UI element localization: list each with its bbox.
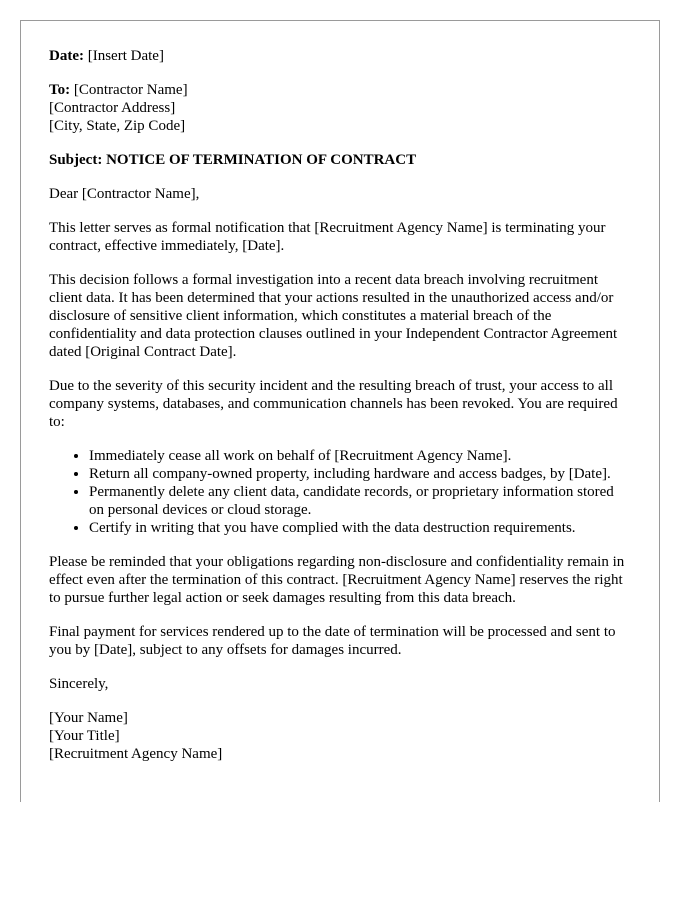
- to-label: To:: [49, 82, 71, 98]
- requirement-item: • Permanently delete any client data, candidate records, or proprietary information stored on personal devices or cloud storage.: [89, 483, 631, 519]
- date-line: [49, 47, 631, 65]
- recipient-city: [City, State, Zip Code]: [49, 118, 186, 134]
- sign-off: Sincerely,: [49, 676, 109, 692]
- signature-name: [Your Name]: [49, 710, 128, 726]
- body-paragraph: This letter serves as formal notification that [Recruitment Agency Name] is terminating your contract, effective immediately, [Date].: [49, 220, 606, 254]
- letter-page: [20, 20, 660, 802]
- subject-label: Subject:: [49, 152, 103, 168]
- requirement-item: • Certify in writing that you have complied with the data destruction requirements.: [89, 519, 631, 537]
- requirement-item: • Immediately cease all work on behalf of [Recruitment Agency Name].: [89, 447, 631, 465]
- salutation: Dear [Contractor Name],: [49, 186, 200, 202]
- signature-title: [Your Title]: [49, 728, 120, 744]
- subject-value: NOTICE OF TERMINATION OF CONTRACT: [106, 152, 417, 168]
- body-paragraph: This decision follows a formal investigation into a recent data breach involving recruitment client data. It has been determined that your actions resulted in the unauthorized access and/or disclosure of sensitive client information, which constitutes a material breach of the confidentiality and data protection clauses outlined in your Independent Contractor Agreement dated [Original Contract Date].: [49, 272, 618, 360]
- body-paragraph: Due to the severity of this security incident and the resulting breach of trust, your access to all company systems, databases, and communication channels has been revoked. You are required to:: [49, 378, 618, 430]
- recipient-name: [Contractor Name]: [73, 82, 188, 98]
- signature-agency: [Recruitment Agency Name]: [49, 746, 223, 762]
- subject-line: [49, 151, 631, 169]
- signature-block: [49, 709, 631, 763]
- date-label: Date:: [49, 48, 84, 64]
- recipient-block: [49, 81, 631, 135]
- requirements-list: [49, 447, 631, 537]
- closing-paragraph: Final payment for services rendered up to the date of termination will be processed and sent to you by [Date], subject to any offsets for damages incurred.: [49, 624, 616, 658]
- recipient-name-line: [49, 81, 631, 99]
- recipient-address: [Contractor Address]: [49, 100, 176, 116]
- closing-paragraph: Please be reminded that your obligations regarding non-disclosure and confidentiality remain in effect even after the termination of this contract. [Recruitment Agency Name] reserves the right to pursue further legal action or seek damages resulting from this data breach.: [49, 554, 625, 606]
- requirement-item: • Return all company-owned property, including hardware and access badges, by [Date].: [89, 465, 631, 483]
- date-value: [Insert Date]: [87, 48, 164, 64]
